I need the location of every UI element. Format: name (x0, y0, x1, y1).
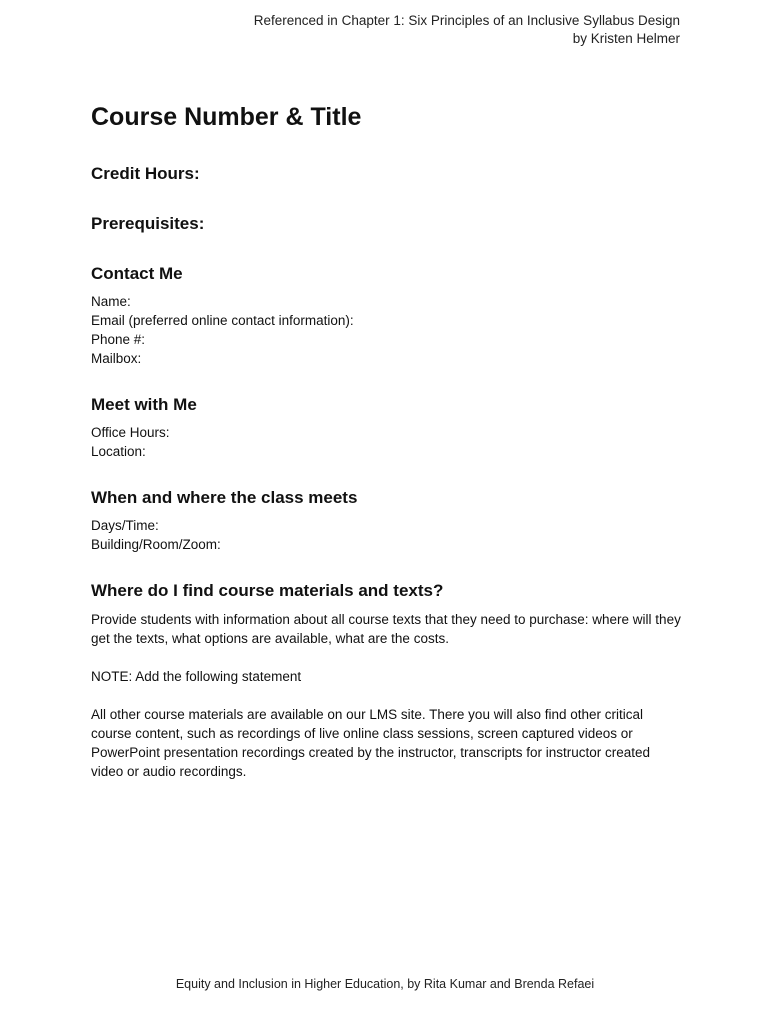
days-time-line: Days/Time: (91, 518, 159, 533)
page-header (254, 12, 680, 48)
meet-section (91, 394, 681, 461)
materials-note-paragraph: NOTE: Add the following statement (91, 669, 302, 684)
class-meets-details (91, 516, 681, 554)
location-line: Location: (91, 444, 146, 459)
header-author-line: by Kristen Helmer (572, 31, 680, 46)
header-reference-line: Referenced in Chapter 1: Six Principles of an Inclusive Syllabus Design (253, 13, 680, 28)
contact-heading: Contact Me (91, 264, 183, 283)
class-meets-heading: When and where the class meets (91, 488, 358, 507)
syllabus-content (91, 100, 681, 781)
materials-lms-paragraph: All other course materials are available on our LMS site. There you will also find other critical course content, such as recordings of live online class sessions, screen captured videos or PowerPoint presentation recordings created by the instructor, transcripts for instructor created video or audio recordings. (91, 707, 651, 779)
contact-mailbox-line: Mailbox: (91, 351, 142, 366)
materials-purchase-paragraph: Provide students with information about all course texts that they need to purchase: where will they get the texts, what options are available, what are the costs. (91, 612, 681, 646)
building-room-line: Building/Room/Zoom: (91, 537, 221, 552)
meet-details (91, 423, 681, 461)
contact-email-line: Email (preferred online contact information): (91, 313, 354, 328)
page-footer: Equity and Inclusion in Higher Education, by Rita Kumar and Brenda Refaei (175, 977, 595, 991)
contact-details (91, 292, 681, 368)
class-meets-section (91, 487, 681, 554)
contact-phone-line: Phone #: (91, 332, 146, 347)
materials-heading: Where do I find course materials and texts? (91, 581, 444, 600)
meet-heading: Meet with Me (91, 395, 197, 414)
course-title: Course Number & Title (91, 103, 362, 131)
contact-section (91, 263, 681, 368)
office-hours-line: Office Hours: (91, 425, 170, 440)
credit-hours-heading: Credit Hours: (91, 164, 200, 183)
prerequisites-heading: Prerequisites: (91, 214, 205, 233)
contact-name-line: Name: (91, 294, 131, 309)
materials-section (91, 580, 681, 781)
